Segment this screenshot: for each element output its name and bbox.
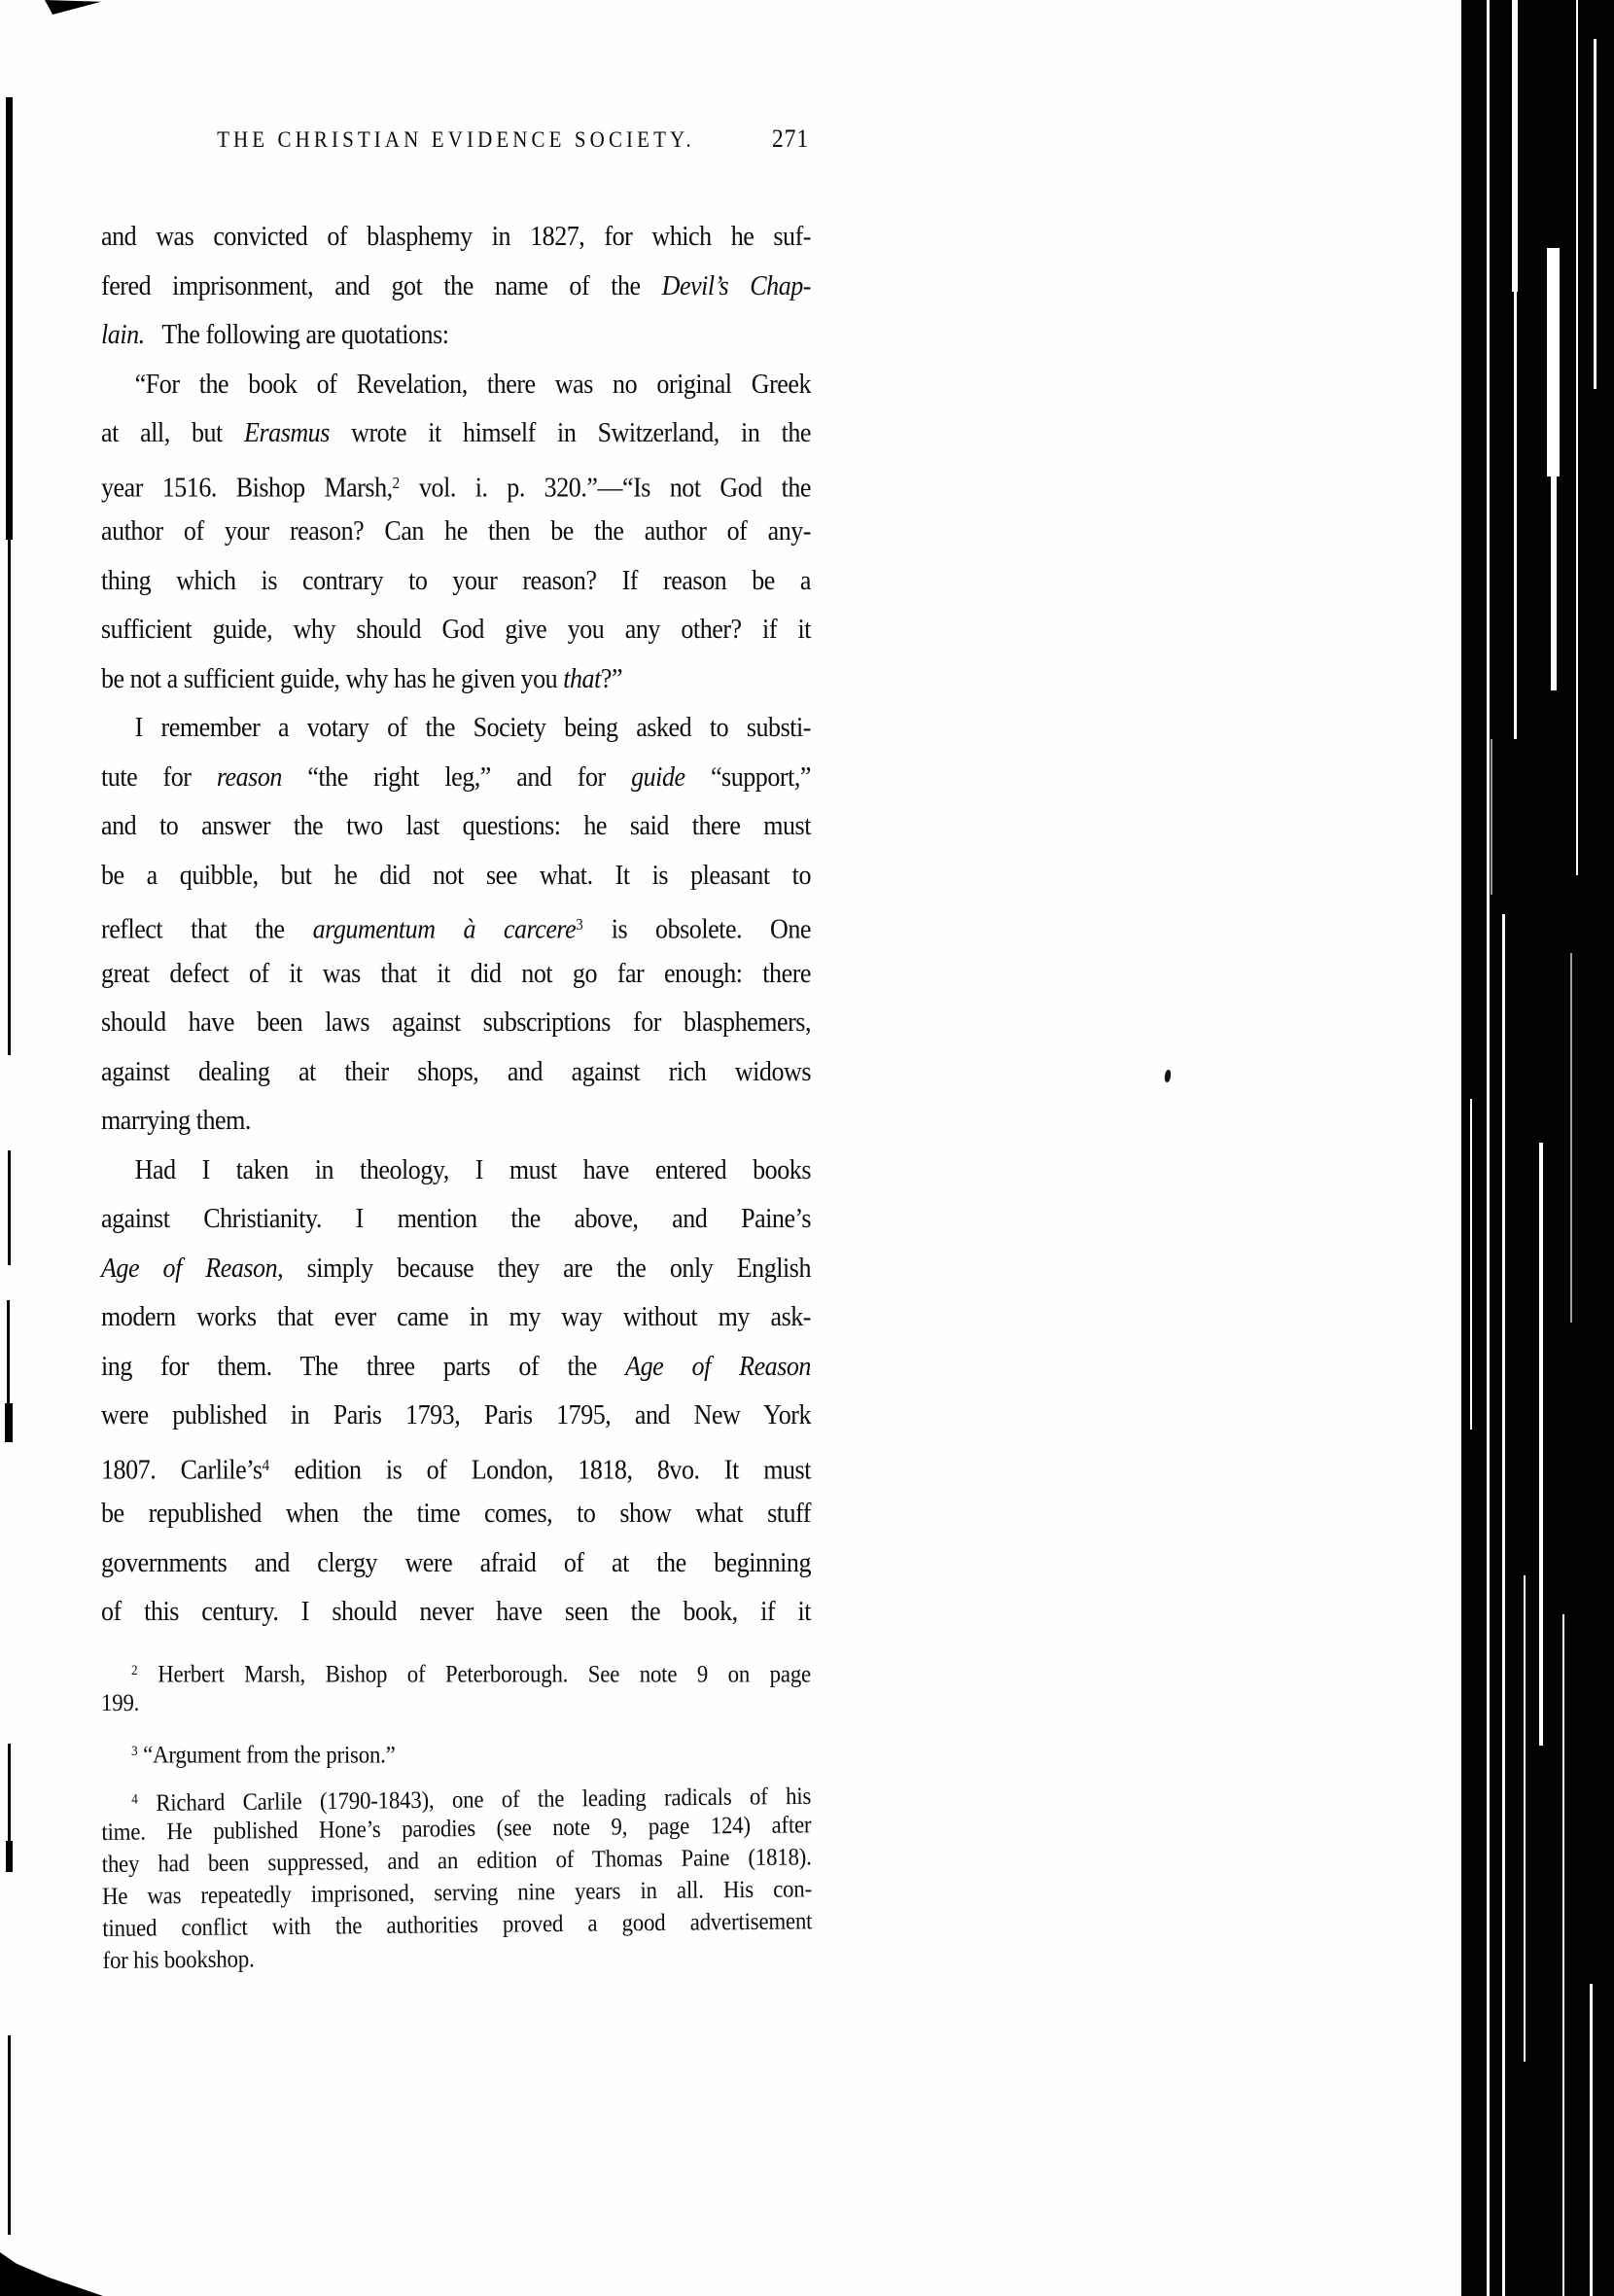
text-segment: thing which is contrary to your reason? If reason be a [101, 565, 811, 596]
text-line [101, 655, 811, 705]
text-segment: edition is of London, 1818, 8vo. It must [269, 1455, 811, 1486]
text-segment: “Argument from the prison.” [137, 1742, 396, 1769]
text-segment: be republished when the time comes, to show what stuff [101, 1499, 811, 1529]
text-line [101, 852, 811, 901]
text-segment: Erasmus [244, 418, 330, 448]
text-line [101, 950, 811, 1000]
text-segment: against Christianity. I mention the above, and Paine’s [101, 1204, 811, 1234]
footnote-reference: 3 [576, 915, 583, 934]
text-line [101, 999, 811, 1048]
text-segment: wrote it himself in Switzerland, in the [329, 418, 811, 448]
text-segment: I remember a votary of the Society being asked to substi- [134, 713, 812, 743]
scan-streak [1590, 1984, 1593, 2296]
text-segment: ing for them. The three parts of the [101, 1351, 626, 1382]
text-line [101, 508, 811, 557]
footnote [101, 1777, 813, 1977]
footnote-reference: 2 [131, 1663, 138, 1678]
text-line [101, 1687, 811, 1719]
text-segment: author of your reason? Can he then be the author of any- [101, 516, 811, 547]
text-line [101, 409, 811, 459]
text-line [101, 263, 811, 312]
text-line [101, 1539, 811, 1589]
text-segment: tute for [101, 761, 217, 793]
text-segment: Richard Carlile (1790-1843), one of the leading radicals of his [137, 1783, 812, 1818]
text-line [101, 459, 811, 509]
text-segment: and was convicted of blasphemy in 1827, for which he suf- [101, 222, 811, 252]
scan-streak [1562, 1614, 1564, 2296]
text-line [102, 1937, 812, 1977]
text-segment: reflect that the [101, 914, 313, 945]
text-line [101, 1588, 811, 1638]
page-edge-mark [8, 2035, 11, 2235]
text-segment: be not a sufficient guide, why has he given you [101, 663, 564, 694]
scan-streak [1470, 1099, 1472, 1430]
text-segment: He was repeatedly imprisoned, serving nine years in all. His con- [101, 1876, 813, 1910]
scan-streak [1539, 1143, 1543, 1746]
footnote-reference: 3 [131, 1744, 138, 1759]
text-line [101, 606, 811, 655]
text-segment: The following are quotations: [144, 320, 449, 350]
text-segment: year 1516. Bishop Marsh, [101, 473, 393, 504]
scan-streak [1487, 0, 1490, 2296]
page-edge-mark [8, 1150, 11, 1265]
text-column [101, 0, 811, 2296]
page-edge-mark [5, 1403, 13, 1442]
text-segment: lain. [101, 320, 145, 350]
text-segment: great defect of it was that it did not go far enough: there [101, 958, 811, 989]
body-paragraph [101, 213, 811, 361]
scan-streak [1576, 0, 1578, 875]
text-segment: tinued conflict with the authorities proved a good advertisement [102, 1908, 813, 1942]
text-segment: be a quibble, but he did not see what. It is pleasant to [101, 860, 811, 891]
text-segment: ?” [600, 663, 623, 694]
scan-streak [1551, 477, 1557, 690]
text-segment: and to answer the two last questions: he said there must [101, 811, 811, 841]
text-segment: governments and clergy were afraid of at the beginning [101, 1547, 811, 1578]
footnote [101, 1655, 811, 1719]
body-paragraph [101, 361, 811, 705]
text-segment: simply because they are the only English [283, 1253, 811, 1284]
footnotes [101, 1655, 811, 1977]
body-text [101, 213, 811, 1638]
page-edge-mark [7, 1300, 10, 1405]
text-line [101, 901, 811, 950]
text-line [101, 1293, 811, 1343]
scan-streak [1570, 953, 1572, 1323]
text-line [101, 704, 811, 754]
text-segment: is obsolete. One [582, 914, 811, 945]
footnote-reference: 4 [262, 1455, 270, 1474]
footnote-reference: 2 [392, 473, 401, 492]
scan-speck [1164, 1070, 1172, 1083]
text-segment: Devil’s Chap- [661, 270, 811, 301]
body-paragraph [101, 704, 811, 1147]
text-segment: Had I taken in theology, I must have entered books [134, 1154, 812, 1185]
text-line [101, 1097, 811, 1147]
footnote-reference: 4 [131, 1791, 138, 1808]
scan-streak [1512, 0, 1518, 292]
text-line [101, 1147, 811, 1196]
text-segment: “the right leg,” and for [281, 761, 632, 793]
text-line [101, 1343, 811, 1393]
text-segment: “support,” [684, 761, 811, 793]
text-line [101, 1655, 811, 1687]
text-segment: guide [631, 761, 685, 793]
text-segment: that [563, 663, 601, 694]
text-line [101, 1441, 811, 1491]
text-line [101, 1195, 811, 1245]
text-line [101, 213, 811, 263]
text-segment: 199. [101, 1690, 140, 1716]
scan-streak [1547, 248, 1560, 477]
page-number: 271 [771, 124, 810, 153]
text-line [101, 1392, 811, 1441]
scan-streak [1524, 1575, 1526, 2062]
page-header [101, 124, 811, 160]
book-spine-shadow [1461, 0, 1614, 2296]
text-segment: Age of Reason [625, 1351, 811, 1382]
page-edge-mark [8, 540, 11, 1055]
text-line [101, 754, 811, 803]
body-paragraph [101, 1147, 811, 1638]
text-segment: modern works that ever came in my way without my ask- [101, 1302, 811, 1332]
corner-fold-mark-top [45, 0, 101, 15]
text-segment: Age of Reason, [101, 1253, 284, 1284]
running-title: THE CHRISTIAN EVIDENCE SOCIETY. [217, 127, 695, 152]
text-segment: Herbert Marsh, Bishop of Peterborough. See note 9 on page [137, 1661, 811, 1688]
text-line [101, 1490, 811, 1539]
text-line [101, 1245, 811, 1294]
text-segment: argumentum à carcere [312, 914, 577, 945]
text-line [101, 361, 811, 410]
scan-streak [1594, 39, 1596, 389]
corner-fold-mark-bottom [0, 2252, 103, 2296]
text-segment: “For the book of Revelation, there was no original Greek [134, 369, 812, 400]
text-line [101, 557, 811, 607]
text-segment: fered imprisonment, and got the name of the [101, 270, 662, 301]
text-segment: 1807. Carlile’s [101, 1455, 263, 1486]
text-segment: marrying them. [101, 1106, 251, 1136]
text-segment: sufficient guide, why should God give you any other? if it [101, 615, 811, 645]
text-segment: were published in Paris 1793, Paris 1795, and New York [101, 1400, 811, 1431]
text-segment: should have been laws against subscriptions for blasphemers, [101, 1007, 811, 1038]
page-edge-mark [6, 97, 13, 540]
page-edge-mark [6, 1841, 13, 1872]
scan-streak [1491, 739, 1492, 895]
footnote [101, 1736, 811, 1768]
text-segment: they had been suppressed, and an edition of Thomas Paine (1818). [101, 1844, 812, 1878]
text-line [101, 311, 811, 361]
scan-streak [1502, 914, 1505, 2296]
text-line [101, 802, 811, 852]
page-edge-mark [8, 1744, 11, 1843]
text-line [101, 1048, 811, 1098]
text-segment: of this century. I should never have seen the book, if it [101, 1597, 811, 1627]
text-segment: time. He published Hone’s parodies (see note 9, page 124) after [101, 1812, 812, 1846]
scan-streak [1514, 292, 1517, 739]
text-segment: at all, but [101, 418, 245, 448]
text-segment: for his bookshop. [102, 1946, 255, 1974]
text-segment: reason [216, 761, 282, 793]
text-segment: vol. i. p. 320.”—“Is not God the [400, 473, 811, 504]
text-segment: against dealing at their shops, and against rich widows [101, 1056, 811, 1087]
text-line [101, 1736, 811, 1768]
